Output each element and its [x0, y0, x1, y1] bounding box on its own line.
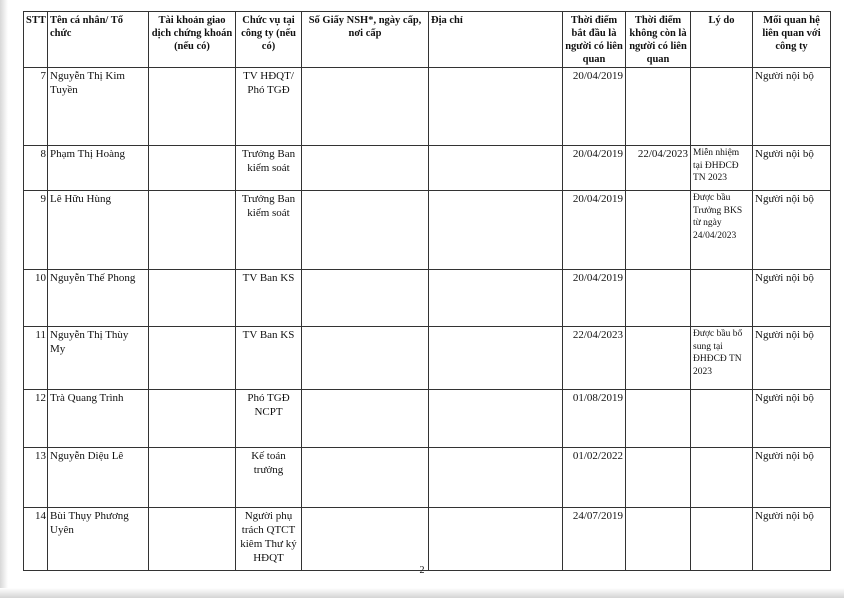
cell-position: TV Ban KS — [236, 327, 302, 390]
cell-position: Phó TGĐ NCPT — [236, 390, 302, 448]
cell-start-date: 01/08/2019 — [563, 390, 626, 448]
header-address: Địa chỉ — [429, 12, 563, 68]
cell-start-date: 20/04/2019 — [563, 191, 626, 270]
cell-end-date — [626, 508, 691, 571]
page-edge-shadow — [0, 0, 8, 598]
cell-account — [149, 508, 236, 571]
cell-end-date — [626, 270, 691, 327]
table-header-row — [24, 12, 831, 68]
cell-account — [149, 390, 236, 448]
cell-account — [149, 146, 236, 191]
cell-stt: 10 — [24, 270, 48, 327]
cell-address — [429, 146, 563, 191]
cell-stt: 8 — [24, 146, 48, 191]
cell-end-date — [626, 448, 691, 508]
header-stt: STT — [24, 12, 48, 68]
cell-stt: 7 — [24, 68, 48, 146]
cell-id-doc — [302, 146, 429, 191]
cell-end-date — [626, 390, 691, 448]
cell-end-date — [626, 327, 691, 390]
cell-start-date: 24/07/2019 — [563, 508, 626, 571]
cell-id-doc — [302, 390, 429, 448]
cell-position: TV Ban KS — [236, 270, 302, 327]
cell-name: Nguyễn Thế Phong — [48, 270, 149, 327]
cell-end-date: 22/04/2023 — [626, 146, 691, 191]
page-bottom-shadow — [0, 588, 844, 598]
cell-start-date: 20/04/2019 — [563, 68, 626, 146]
cell-address — [429, 390, 563, 448]
header-relation: Mối quan hệ liên quan với công ty — [753, 12, 831, 68]
header-reason: Lý do — [691, 12, 753, 68]
cell-name: Trà Quang Trình — [48, 390, 149, 448]
cell-relation: Người nội bộ — [753, 448, 831, 508]
cell-start-date: 20/04/2019 — [563, 270, 626, 327]
cell-relation: Người nội bộ — [753, 68, 831, 146]
cell-stt: 14 — [24, 508, 48, 571]
cell-end-date — [626, 68, 691, 146]
cell-name: Nguyễn Thị Thùy My — [48, 327, 149, 390]
cell-relation: Người nội bộ — [753, 390, 831, 448]
cell-account — [149, 270, 236, 327]
cell-stt: 13 — [24, 448, 48, 508]
cell-address — [429, 327, 563, 390]
cell-start-date: 22/04/2023 — [563, 327, 626, 390]
header-id-doc: Số Giấy NSH*, ngày cấp, nơi cấp — [302, 12, 429, 68]
cell-start-date: 20/04/2019 — [563, 146, 626, 191]
cell-name: Nguyễn Diệu Lê — [48, 448, 149, 508]
page-number: 2 — [419, 565, 425, 576]
cell-name: Bùi Thụy Phương Uyên — [48, 508, 149, 571]
cell-stt: 11 — [24, 327, 48, 390]
cell-account — [149, 327, 236, 390]
cell-name: Phạm Thị Hoàng — [48, 146, 149, 191]
cell-position: Trưởng Ban kiểm soát — [236, 146, 302, 191]
cell-id-doc — [302, 448, 429, 508]
cell-reason: Miễn nhiệm tại ĐHĐCĐ TN 2023 — [691, 146, 753, 191]
cell-id-doc — [302, 68, 429, 146]
cell-reason — [691, 448, 753, 508]
header-position: Chức vụ tại công ty (nếu có) — [236, 12, 302, 68]
cell-id-doc — [302, 327, 429, 390]
cell-reason: Được bầu Trưởng BKS từ ngày 24/04/2023 — [691, 191, 753, 270]
cell-account — [149, 448, 236, 508]
cell-account — [149, 68, 236, 146]
header-name: Tên cá nhân/ Tổ chức — [48, 12, 149, 68]
cell-position: Kế toán trưởng — [236, 448, 302, 508]
cell-start-date: 01/02/2022 — [563, 448, 626, 508]
cell-stt: 12 — [24, 390, 48, 448]
table-row — [24, 448, 831, 508]
cell-address — [429, 191, 563, 270]
table-row — [24, 68, 831, 146]
header-start-date: Thời điểm bắt đầu là người có liên quan — [563, 12, 626, 68]
cell-address — [429, 508, 563, 571]
cell-reason — [691, 390, 753, 448]
table-row — [24, 191, 831, 270]
cell-relation: Người nội bộ — [753, 508, 831, 571]
cell-id-doc — [302, 270, 429, 327]
cell-address — [429, 448, 563, 508]
cell-position: TV HĐQT/ Phó TGĐ — [236, 68, 302, 146]
cell-reason — [691, 508, 753, 571]
table-row — [24, 508, 831, 571]
cell-relation: Người nội bộ — [753, 327, 831, 390]
cell-id-doc — [302, 191, 429, 270]
cell-name: Nguyễn Thị Kim Tuyền — [48, 68, 149, 146]
cell-position: Trưởng Ban kiểm soát — [236, 191, 302, 270]
cell-account — [149, 191, 236, 270]
cell-end-date — [626, 191, 691, 270]
cell-relation: Người nội bộ — [753, 270, 831, 327]
cell-position: Người phụ trách QTCT kiêm Thư ký HĐQT — [236, 508, 302, 571]
cell-id-doc — [302, 508, 429, 571]
table-row — [24, 390, 831, 448]
cell-stt: 9 — [24, 191, 48, 270]
header-end-date: Thời điểm không còn là người có liên quan — [626, 12, 691, 68]
cell-relation: Người nội bộ — [753, 191, 831, 270]
cell-address — [429, 68, 563, 146]
cell-name: Lê Hữu Hùng — [48, 191, 149, 270]
table-row — [24, 270, 831, 327]
header-account: Tài khoản giao dịch chứng khoán (nếu có) — [149, 12, 236, 68]
table-row — [24, 327, 831, 390]
related-persons-table — [23, 11, 831, 571]
table-row — [24, 146, 831, 191]
cell-reason: Được bầu bổ sung tại ĐHĐCĐ TN 2023 — [691, 327, 753, 390]
cell-address — [429, 270, 563, 327]
cell-reason — [691, 68, 753, 146]
cell-reason — [691, 270, 753, 327]
cell-relation: Người nội bộ — [753, 146, 831, 191]
